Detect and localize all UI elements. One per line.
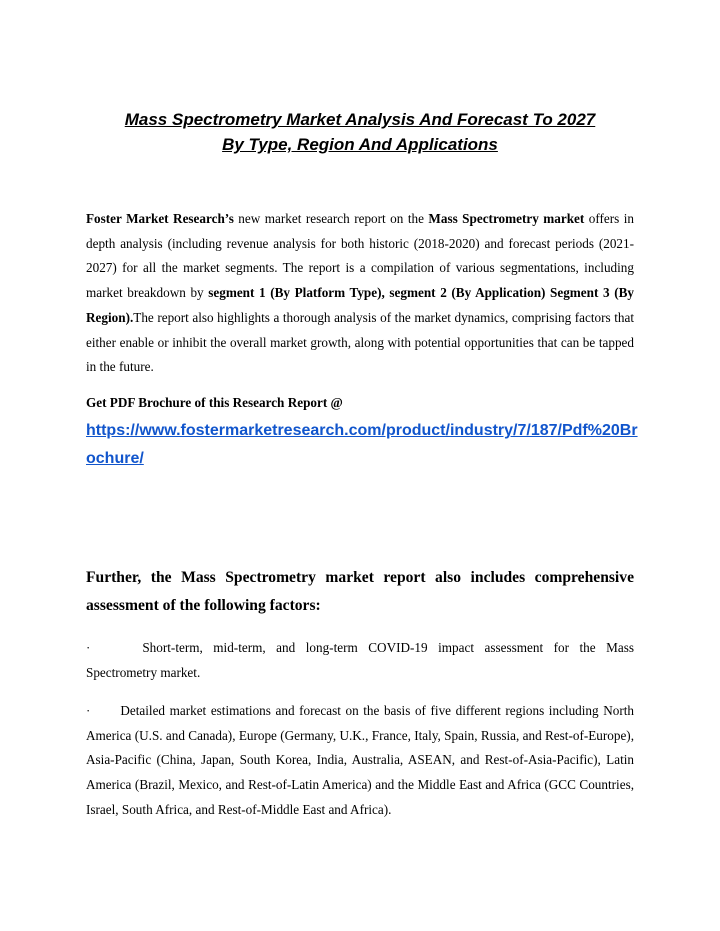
intro-paragraph	[86, 207, 634, 380]
pdf-brochure-label: Get PDF Brochure of this Research Report @	[86, 395, 343, 410]
bullet-text: Short-term, mid-term, and long-term COVID-19 impact assessment for the Mass Spectrometry market.	[86, 640, 634, 680]
bullet-item-regions	[86, 699, 634, 823]
intro-text-1: new market research report on the	[233, 211, 429, 226]
title-line-1: Mass Spectrometry Market Analysis And Forecast To 2027	[124, 110, 596, 129]
segments-text: segment 1 (By Platform Type), segment 2 (By Application) Segment 3 (By Region).	[86, 285, 634, 325]
bullet-text: Detailed market estimations and forecast on the basis of five different regions including North America (U.S. and Canada), Europe (Germany, U.K., France, Italy, Spain, Russia, and Rest-of-Europe), Asia-Pacific (China, Japan, South Korea, India, Australia, ASEAN, and Rest-of-Asia-Pacific), Latin America (Brazil, Mexico, and Rest-of-Latin America) and the Middle East and Africa (GCC Countries, Israel, South Africa, and Rest-of-Middle East and Africa).	[86, 703, 634, 817]
bullet-marker: ·	[86, 703, 91, 718]
document-title	[60, 107, 660, 157]
intro-text-3: The report also highlights a thorough analysis of the market dynamics, comprising factors that either enable or inhibit the overall market growth, along with potential opportunities that can be tapped in the future.	[86, 309, 634, 375]
factors-heading: Further, the Mass Spectrometry market report also includes comprehensive assessment of the following factors:	[86, 569, 634, 614]
bullet-item-covid	[86, 636, 634, 685]
pdf-brochure-link[interactable]: https://www.fostermarketresearch.com/product/industry/7/187/Pdf%20Brochure/	[86, 422, 638, 467]
company-name: Foster Market Research’s	[86, 211, 234, 226]
intro-text-2: offers in depth analysis (including revenue analysis for both historic (2018-2020) and forecast periods (2021-2027) for all the market segments. The report is a compilation of various segmentations, including market breakdown by	[86, 211, 635, 301]
market-name: Mass Spectrometry market	[428, 211, 585, 226]
title-line-2: By Type, Region And Applications	[222, 135, 498, 154]
bullet-marker: ·	[86, 640, 91, 655]
